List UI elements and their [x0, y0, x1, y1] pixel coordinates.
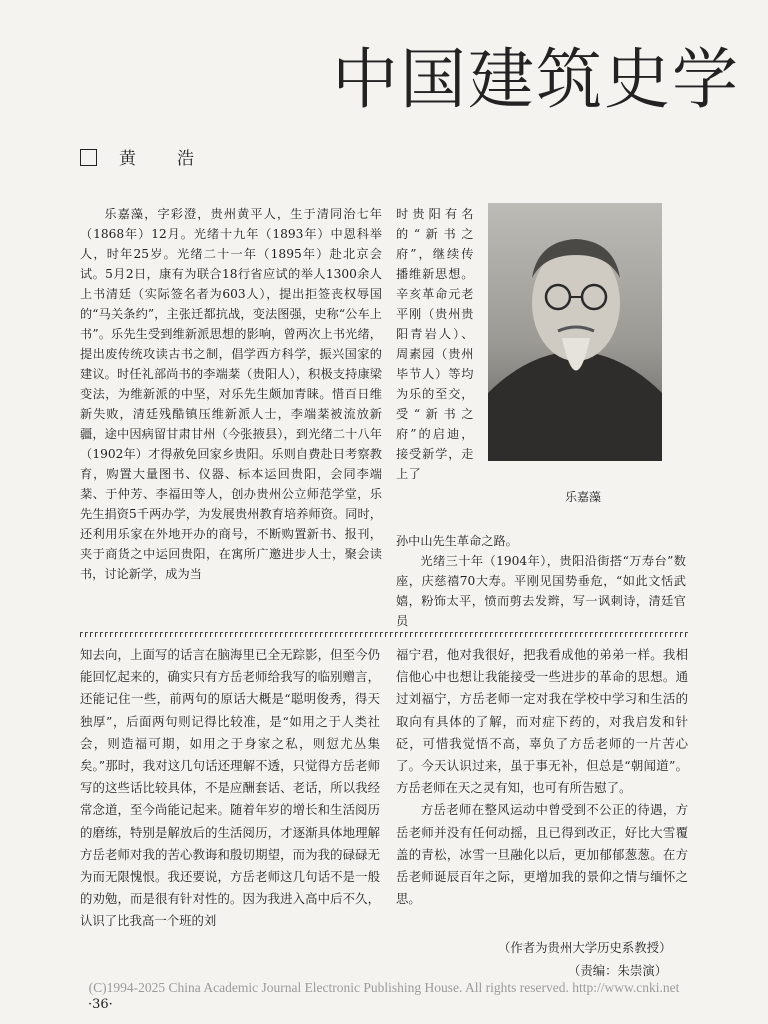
- author-name: 黄 浩: [119, 149, 206, 169]
- page-number: ·36·: [88, 997, 113, 1012]
- section-divider: [80, 632, 688, 637]
- portrait-figure: [488, 203, 662, 461]
- photo-caption: 乐嘉藻: [565, 490, 602, 504]
- article-title: 中国建筑史学: [332, 41, 740, 118]
- bottom-left-column: [80, 644, 380, 933]
- bottom-right-column: [396, 644, 688, 910]
- editor-credit: （责编：朱崇演）: [568, 963, 668, 978]
- top-right-column: [396, 531, 686, 631]
- copyright-watermark: (C)1994-2025 China Academic Journal Electronic Publishing House. All rights reserved. http://www.cnki.net: [88, 980, 680, 995]
- paragraph-continuation: 福宁君，他对我很好，把我看成他的弟弟一样。我相信他心中也想让我能接受一些进步的革命的思想。通过刘福宁，方岳老师一定对我在学校中学习和生活的取向有具体的了解，而对症下药的，对我启发和针砭，可惜我觉悟不高，辜负了方岳老师的一片苦心了。今天认识过来，虽于事无补，但总是“朝闻道”。方岳老师在天之灵有知，也可有所告慰了。: [396, 647, 688, 796]
- author-line: [80, 144, 206, 169]
- author-affiliation: （作者为贵州大学历史系教授）: [498, 940, 672, 955]
- top-left-column: [80, 204, 382, 584]
- paragraph: 乐嘉藻，字彩澄，贵州黄平人，生于清同治七年（1868年）12月。光绪十九年（1893年）中恩科举人，时年25岁。光绪二十一年（1895年）赴北京会试。5月2日，康有为联合18行省应试的举人1300余人上书清廷（实际签名者为603人），提出拒签丧权辱国的“马关条约”，主张迁都抗战，变法图强，史称“公车上书”。乐先生受到维新派思想的影响，曾两次上书光绪，提出废传统攻读古书之制，倡学西方科学，振兴国家的建议。时任礼部尚书的李端棻（贵阳人），积极支持康梁变法，为维新派的中坚，对乐先生颇加青睐。惜百日维新失败，清廷残酷镇压维新派人士，李端棻被流放新疆，途中因病留甘肃甘州（今张掖县），到光绪二十八年（1902年）才得赦免回家乡贵阳。乐则自费赴日考察教育，购置大量图书、仪器、标本运回贵阳，会同李端棻、于仲芳、李福田等人，创办贵州公立师范学堂，乐先生捐资5千两办学，为发展贵州教育培养师资。同时，还利用乐家在外地开办的商号，不断购置新书、报刊，夹于商货之中运回贵阳，在寓所广邀进步人士，聚会读书，讨论新学，成为当: [80, 207, 382, 581]
- paragraph: 方岳老师在整风运动中曾受到不公正的待遇，方岳老师并没有任何动摇，且已得到改正，好比大雪覆盖的青松，冰雪一旦融化以后，更加郁郁葱葱。在方岳老师诞辰百年之际，更增加我的景仰之情与缅怀之思。: [396, 802, 688, 907]
- paragraph: 知去向，上面写的话言在脑海里已全无踪影，但至今仍能回忆起来的，确实只有方岳老师给我写的临别赠言，还能记住一些，前两句的原话大概是“聪明俊秀，得天独厚”，后面两句则记得比较准，是“如用之于人类社会，则造福可期，如用之于身家之私，则愆尤丛集矣。”那时，我对这几句话还理解不透，只觉得方岳老师写的这些话比较具体，不是应酬套话、老话，所以我经常念道，至今尚能记起来。随着年岁的增长和生活阅历的磨练，特别是解放后的生活阅历，才逐渐具体地理解方岳老师对我的苦心教诲和殷切期望，而为我的碌碌无为而无限愧恨。我还要说，方岳老师这几句话不是一般的劝勉，而是很有针对性的。因为我进入高中后不久，认识了比我高一个班的刘: [80, 647, 380, 929]
- paragraph: 时贵阳有名的“新书之府”，继续传播维新思想。辛亥革命元老平刚（贵州贵阳青岩人）、周素园（贵州毕节人）等均为乐的至交，受“新书之府”的启迪，接受新学，走上了: [396, 207, 474, 481]
- top-right-narrow-column: [396, 204, 474, 484]
- paragraph-continuation: 孙中山先生革命之路。: [396, 534, 518, 548]
- portrait-photo: [488, 203, 662, 461]
- square-bullet-icon: [80, 149, 97, 166]
- paragraph: 光绪三十年（1904年），贵阳沿街搭“万寿台”数座，庆慈禧70大寿。平刚见国势垂危，“如此文恬武嬉，粉饰太平，愤而剪去发辫，写一讽刺诗，清廷官员: [396, 554, 686, 628]
